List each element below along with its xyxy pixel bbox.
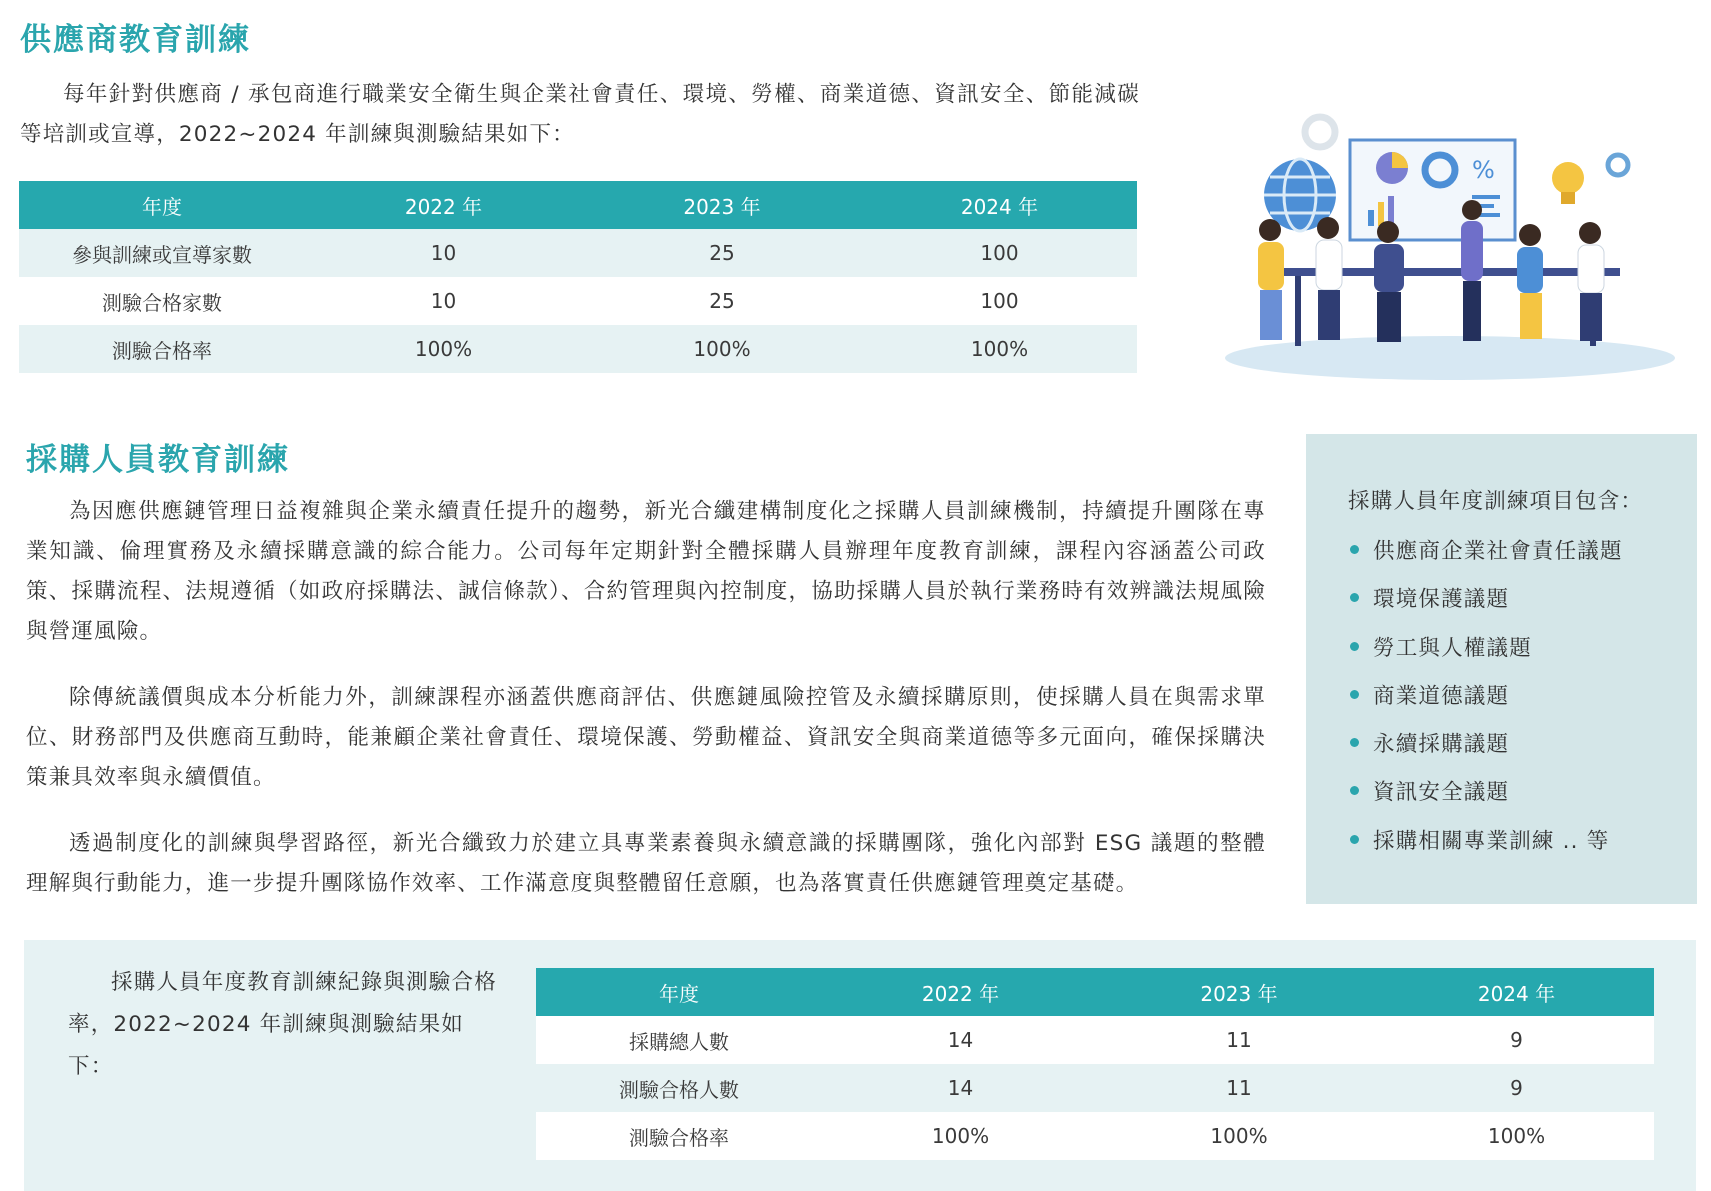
table-row [19, 325, 1137, 373]
svg-text:%: % [1472, 156, 1495, 184]
table-cell: 測驗合格率 [19, 325, 305, 373]
table-header: 年度 [19, 181, 305, 229]
table-cell: 14 [822, 1016, 1099, 1064]
supplier-training-intro: 每年針對供應商 / 承包商進行職業安全衛生與企業社會責任、環境、勞權、商業道德、資訊安全、節能減碳等培訓或宣導，2022~2024 年訓練與測驗結果如下： [20, 82, 1140, 147]
list-item: 商業道德議題 [1348, 679, 1623, 727]
table-row [19, 277, 1137, 325]
table-row [536, 1064, 1654, 1112]
list-item: 環境保護議題 [1348, 582, 1623, 630]
bullet-icon [1350, 738, 1359, 747]
training-items-title: 採購人員年度訓練項目包含： [1348, 489, 1644, 514]
procurement-training-table [536, 968, 1654, 1160]
table-cell: 參與訓練或宣導家數 [19, 229, 305, 277]
section-title-supplier-training: 供應商教育訓練 [20, 22, 251, 58]
lightbulb-icon [1552, 162, 1584, 204]
table-cell: 25 [582, 229, 862, 277]
table-header: 2024 年 [862, 181, 1137, 229]
table-cell: 100 [862, 229, 1137, 277]
gear-icon [1608, 155, 1628, 175]
bullet-icon [1350, 545, 1359, 554]
table-cell: 14 [822, 1064, 1099, 1112]
table-cell: 100% [582, 325, 862, 373]
list-item: 資訊安全議題 [1348, 775, 1623, 823]
gear-icon [1305, 117, 1335, 147]
training-items-list [1348, 534, 1623, 872]
table-row [536, 1112, 1654, 1160]
table-cell: 100% [1379, 1112, 1654, 1160]
table-header: 2022 年 [822, 968, 1099, 1016]
meeting-illustration [1210, 100, 1680, 385]
list-item: 永續採購議題 [1348, 727, 1623, 775]
bullet-icon [1350, 642, 1359, 651]
supplier-training-table [19, 181, 1137, 373]
bullet-icon [1350, 690, 1359, 699]
bullet-icon [1350, 593, 1359, 602]
table-cell: 11 [1099, 1016, 1379, 1064]
paragraph: 透過制度化的訓練與學習路徑，新光合纖致力於建立具專業素養與永續意識的採購團隊，強化內部對 ESG 議題的整體理解與行動能力，進一步提升團隊協作效率、工作滿意度與整體留任意願，也為落實責任供應鏈管理奠定基礎。 [26, 831, 1266, 896]
table-header: 2023 年 [582, 181, 862, 229]
paragraph: 為因應供應鏈管理日益複雜與企業永續責任提升的趨勢，新光合纖建構制度化之採購人員訓練機制，持續提升團隊在專業知識、倫理實務及永續採購意識的綜合能力。公司每年定期針對全體採購人員辦理年度教育訓練，課程內容涵蓋公司政策、採購流程、法規遵循（如政府採購法、誠信條款）、合約管理與內控制度，協助採購人員於執行業務時有效辨識法規風險與營運風險。 [26, 499, 1266, 644]
table-cell: 25 [582, 277, 862, 325]
table-cell: 11 [1099, 1064, 1379, 1112]
table-cell: 採購總人數 [536, 1016, 822, 1064]
table-cell: 100% [305, 325, 582, 373]
section-title-procurement-training: 採購人員教育訓練 [26, 442, 290, 478]
procurement-records-intro: 採購人員年度教育訓練紀錄與測驗合格率，2022~2024 年訓練與測驗結果如下： [68, 970, 497, 1079]
list-item: 採購相關專業訓練 .. 等 [1348, 824, 1623, 872]
table-cell: 10 [305, 277, 582, 325]
table-row [536, 1016, 1654, 1064]
bullet-icon [1350, 786, 1359, 795]
table-cell: 100% [822, 1112, 1099, 1160]
list-item: 勞工與人權議題 [1348, 631, 1623, 679]
table-cell: 100 [862, 277, 1137, 325]
presentation-board [1350, 140, 1515, 240]
table-cell: 9 [1379, 1064, 1654, 1112]
table-header: 2023 年 [1099, 968, 1379, 1016]
table-cell: 10 [305, 229, 582, 277]
bullet-icon [1350, 835, 1359, 844]
table-cell: 100% [1099, 1112, 1379, 1160]
table-cell: 測驗合格率 [536, 1112, 822, 1160]
table-header: 2024 年 [1379, 968, 1654, 1016]
table-cell: 測驗合格家數 [19, 277, 305, 325]
table-header: 年度 [536, 968, 822, 1016]
training-items-box [1306, 434, 1697, 904]
table-row [19, 229, 1137, 277]
procurement-training-body [26, 492, 1266, 904]
paragraph: 除傳統議價與成本分析能力外，訓練課程亦涵蓋供應商評估、供應鏈風險控管及永續採購原則，使採購人員在與需求單位、財務部門及供應商互動時，能兼顧企業社會責任、環境保護、勞動權益、資訊安全與商業道德等多元面向，確保採購決策兼具效率與永續價值。 [26, 685, 1266, 790]
table-cell: 9 [1379, 1016, 1654, 1064]
table-header: 2022 年 [305, 181, 582, 229]
table-cell: 測驗合格人數 [536, 1064, 822, 1112]
list-item: 供應商企業社會責任議題 [1348, 534, 1623, 582]
table-cell: 100% [862, 325, 1137, 373]
